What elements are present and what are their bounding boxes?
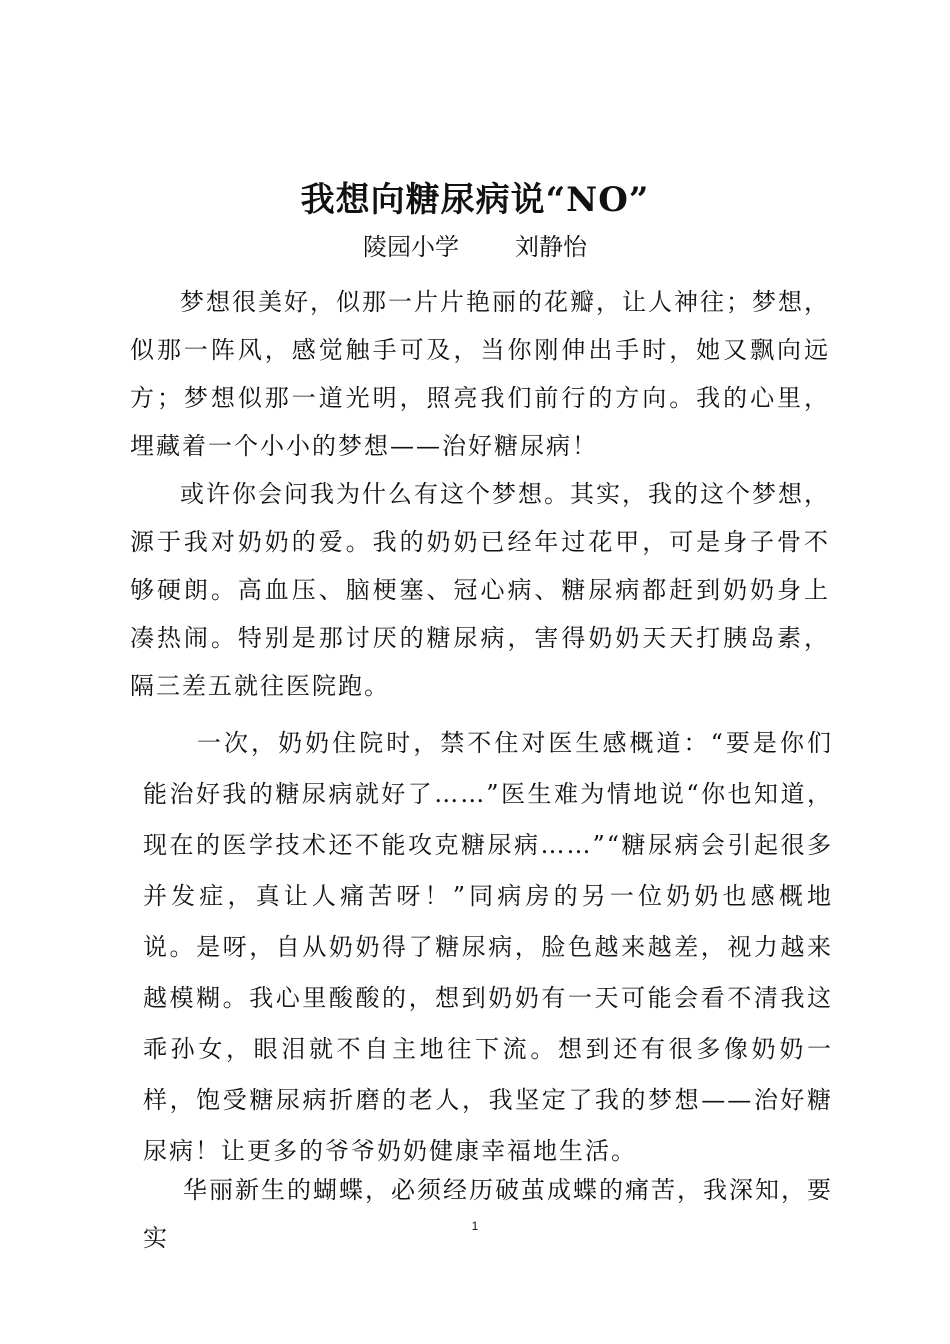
page-number: 1 (471, 1219, 479, 1233)
paragraph-4: 华丽新生的蝴蝶，必须经历破茧成蝶的痛苦，我深知，要实 (143, 1176, 833, 1252)
author-name: 刘静怡 (515, 233, 587, 261)
paragraph-1: 梦想很美好，似那一片片艳丽的花瓣，让人神往；梦想，似那一阵风，感觉触手可及，当你刚伸出手时，她又飘向远方；梦想似那一道光明，照亮我们前行的方向。我的心里，埋藏着一个小小的梦想——治好糖尿病！ (130, 288, 830, 460)
school-name: 陵园小学 (363, 233, 459, 261)
document-title: 我想向糖尿病说“NO” (300, 180, 650, 220)
paragraph-3: 一次，奶奶住院时，禁不住对医生感概道：“要是你们能治好我的糖尿病就好了……”医生难为情地说“你也知道，现在的医学技术还不能攻克糖尿病……”“糖尿病会引起很多并发症，真让人痛苦呀！”同病房的另一位奶奶也感概地说。是呀，自从奶奶得了糖尿病，脸色越来越差，视力越来越模糊。我心里酸酸的，想到奶奶有一天可能会看不清我这乖孙女，眼泪就不自主地往下流。想到还有很多像奶奶一样，饱受糖尿病折磨的老人，我坚定了我的梦想——治好糖尿病！让更多的爷爷奶奶健康幸福地生活。 (143, 729, 833, 1165)
byline (0, 230, 950, 264)
paragraph-2: 或许你会问我为什么有这个梦想。其实，我的这个梦想，源于我对奶奶的爱。我的奶奶已经年过花甲，可是身子骨不够硬朗。高血压、脑梗塞、冠心病、糖尿病都赶到奶奶身上凑热闹。特别是那讨厌的糖尿病，害得奶奶天天打胰岛素，隔三差五就往医院跑。 (130, 480, 830, 700)
